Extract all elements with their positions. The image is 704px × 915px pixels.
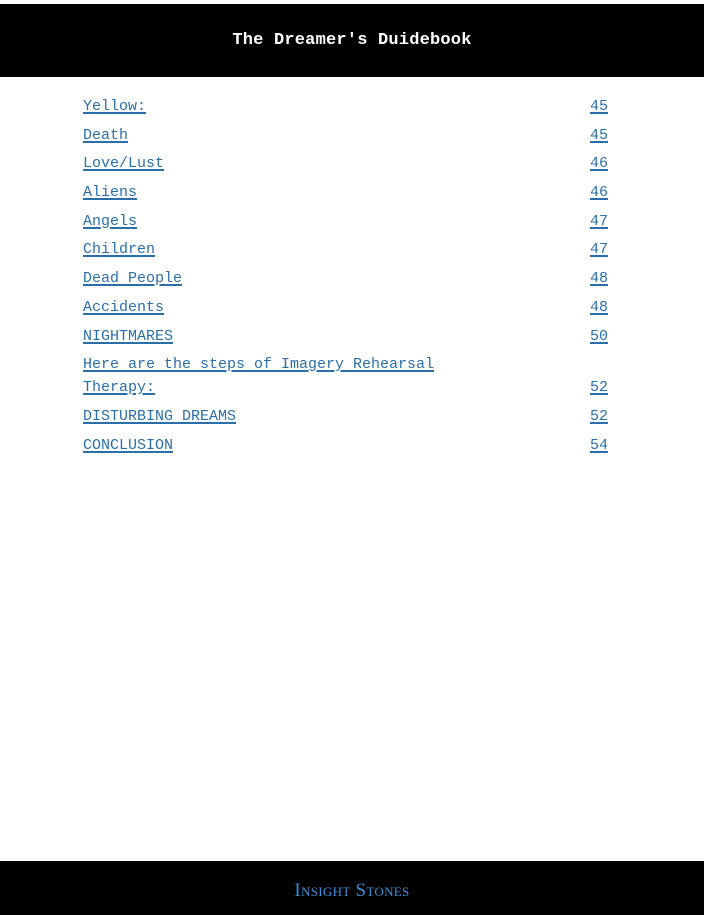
toc-page-love-lust[interactable]: 46 bbox=[589, 155, 608, 173]
table-of-contents bbox=[83, 95, 608, 462]
toc-row-nightmares bbox=[83, 325, 608, 348]
toc-link-accidents[interactable]: Accidents bbox=[83, 298, 165, 316]
toc-row-imagery-rehearsal bbox=[83, 353, 608, 399]
toc-link-dead-people[interactable]: Dead People bbox=[83, 270, 183, 288]
toc-row-aliens bbox=[83, 181, 608, 204]
document-title: The Dreamer's Duidebook bbox=[232, 31, 472, 50]
toc-row-accidents bbox=[83, 296, 608, 319]
toc-link-aliens[interactable]: Aliens bbox=[83, 184, 138, 202]
toc-link-conclusion[interactable]: CONCLUSION bbox=[83, 436, 174, 454]
footer-bar bbox=[0, 861, 704, 915]
toc-link-imagery-rehearsal[interactable]: Here are the steps of Imagery Rehearsal Therapy: bbox=[83, 356, 435, 397]
toc-row-children bbox=[83, 238, 608, 261]
toc-page-children[interactable]: 47 bbox=[589, 241, 608, 259]
toc-link-death[interactable]: Death bbox=[83, 126, 129, 144]
toc-page-imagery-rehearsal[interactable]: 52 bbox=[589, 379, 608, 397]
header-bar bbox=[0, 4, 704, 77]
toc-page-death[interactable]: 45 bbox=[589, 126, 608, 144]
footer-brand: Insight Stones bbox=[294, 880, 410, 901]
toc-row-love-lust bbox=[83, 152, 608, 175]
toc-link-nightmares[interactable]: NIGHTMARES bbox=[83, 327, 174, 345]
toc-page-conclusion[interactable]: 54 bbox=[589, 436, 608, 454]
toc-link-disturbing-dreams[interactable]: DISTURBING DREAMS bbox=[83, 407, 237, 425]
toc-row-angels bbox=[83, 210, 608, 233]
toc-link-yellow[interactable]: Yellow: bbox=[83, 98, 147, 115]
toc-link-children[interactable]: Children bbox=[83, 241, 156, 259]
toc-page-aliens[interactable]: 46 bbox=[589, 184, 608, 202]
toc-page-angels[interactable]: 47 bbox=[589, 212, 608, 230]
toc-page-nightmares[interactable]: 50 bbox=[589, 327, 608, 345]
toc-row-dead-people bbox=[83, 267, 608, 290]
toc-row-conclusion bbox=[83, 434, 608, 457]
toc-link-love-lust[interactable]: Love/Lust bbox=[83, 155, 165, 173]
toc-row-death bbox=[83, 124, 608, 147]
toc-page-accidents[interactable]: 48 bbox=[589, 298, 608, 316]
toc-row-disturbing-dreams bbox=[83, 405, 608, 428]
toc-page-yellow[interactable]: 45 bbox=[589, 98, 608, 115]
toc-link-angels[interactable]: Angels bbox=[83, 212, 138, 230]
toc-page-disturbing-dreams[interactable]: 52 bbox=[589, 407, 608, 425]
toc-page-dead-people[interactable]: 48 bbox=[589, 270, 608, 288]
toc-row-yellow bbox=[83, 95, 608, 118]
